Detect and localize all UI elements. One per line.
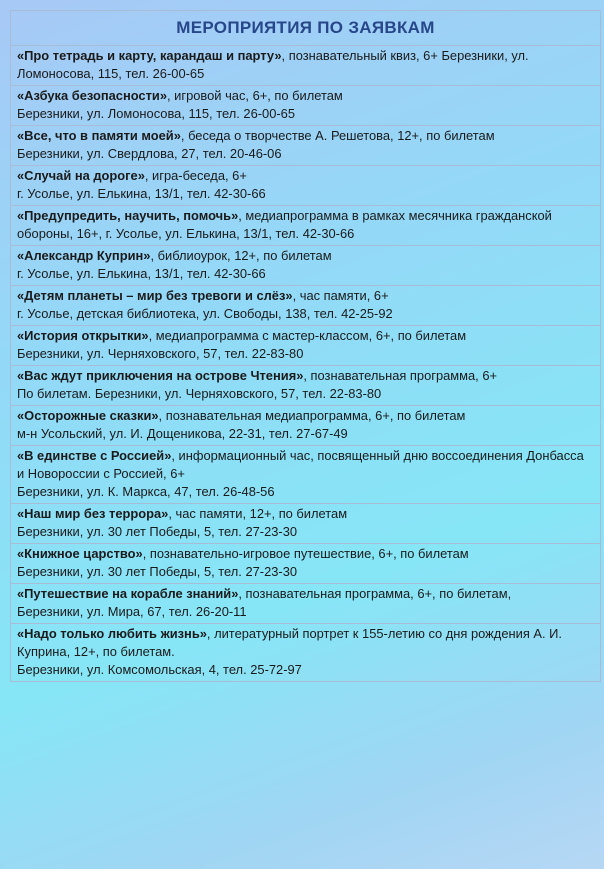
event-item: [11, 624, 600, 681]
event-title: «Про тетрадь и карту, карандаш и парту»: [17, 48, 282, 63]
event-address: Березники, ул. Ломоносова, 115, тел. 26-00-65: [17, 106, 296, 121]
event-title: «В единстве с Россией»: [17, 448, 172, 463]
event-title: «Надо только любить жизнь»: [17, 626, 207, 641]
event-item: [11, 504, 600, 544]
event-address: По билетам. Березники, ул. Черняховского, 57, тел. 22-83-80: [17, 386, 382, 401]
event-item: [11, 126, 600, 166]
event-address: г. Усолье, ул. Елькина, 13/1, тел. 42-30-66: [17, 186, 266, 201]
event-item: [11, 246, 600, 286]
event-description: , литературный портрет к 155-летию со дня рождения А. И. Куприна, 12+, по билетам.: [17, 626, 562, 659]
event-description: , час памяти, 12+, по билетам: [168, 506, 348, 521]
event-description: , медиапрограмма в рамках месячника гражданской обороны, 16+, г. Усолье, ул. Елькина, 13/1, тел. 42-30-66: [17, 208, 552, 241]
event-address: Березники, ул. 30 лет Победы, 5, тел. 27-23-30: [17, 564, 298, 579]
event-title: «Все, что в памяти моей»: [17, 128, 181, 143]
event-title: «Наш мир без террора»: [17, 506, 169, 521]
event-item: [11, 584, 600, 624]
event-description: , познавательная программа, 6+: [303, 368, 498, 383]
event-description: , игровой час, 6+, по билетам: [167, 88, 343, 103]
event-item: [11, 286, 600, 326]
event-item: [11, 166, 600, 206]
event-description: , познавательный квиз, 6+ Березники, ул. Ломоносова, 115, тел. 26-00-65: [17, 48, 529, 81]
event-address: Березники, ул. Мира, 67, тел. 26-20-11: [17, 604, 247, 619]
events-table: [10, 10, 601, 682]
event-address: г. Усолье, ул. Елькина, 13/1, тел. 42-30-66: [17, 266, 266, 281]
event-title: «История открытки»: [17, 328, 149, 343]
event-title: «Предупредить, научить, помочь»: [17, 208, 239, 223]
event-address: Березники, ул. Свердлова, 27, тел. 20-46-06: [17, 146, 282, 161]
event-item: [11, 406, 600, 446]
event-description: , час памяти, 6+: [292, 288, 389, 303]
event-address: Березники, ул. К. Маркса, 47, тел. 26-48-56: [17, 484, 275, 499]
event-item: [11, 366, 600, 406]
event-description: , беседа о творчестве А. Решетова, 12+, по билетам: [180, 128, 495, 143]
event-item: [11, 326, 600, 366]
event-title: «Александр Куприн»: [17, 248, 151, 263]
event-item: [11, 46, 600, 86]
event-description: , информационный час, посвященный дню воссоединения Донбасса и Новороссии с Россией, 6+: [17, 448, 584, 481]
page-title: МЕРОПРИЯТИЯ ПО ЗАЯВКАМ: [11, 11, 600, 46]
event-description: , медиапрограмма с мастер-классом, 6+, по билетам: [148, 328, 467, 343]
event-title: «Осторожные сказки»: [17, 408, 159, 423]
event-title: «Азбука безопасности»: [17, 88, 168, 103]
event-address: г. Усолье, детская библиотека, ул. Свободы, 138, тел. 42-25-92: [17, 306, 393, 321]
event-description: , библиоурок, 12+, по билетам: [150, 248, 332, 263]
event-address: Березники, ул. Черняховского, 57, тел. 22-83-80: [17, 346, 304, 361]
event-description: , познавательная программа, 6+, по билетам,: [238, 586, 512, 601]
event-item: [11, 206, 600, 246]
event-item: [11, 446, 600, 504]
event-item: [11, 544, 600, 584]
event-description: , познавательная медиапрограмма, 6+, по билетам: [158, 408, 466, 423]
event-description: , игра-беседа, 6+: [144, 168, 247, 183]
event-address: Березники, ул. 30 лет Победы, 5, тел. 27-23-30: [17, 524, 298, 539]
event-address: Березники, ул. Комсомольская, 4, тел. 25-72-97: [17, 662, 302, 677]
event-description: , познавательно-игровое путешествие, 6+, по билетам: [142, 546, 469, 561]
event-title: «Книжное царство»: [17, 546, 143, 561]
event-title: «Детям планеты – мир без тревоги и слёз»: [17, 288, 293, 303]
event-title: «Вас ждут приключения на острове Чтения»: [17, 368, 304, 383]
event-title: «Путешествие на корабле знаний»: [17, 586, 239, 601]
event-item: [11, 86, 600, 126]
event-address: м-н Усольский, ул. И. Дощеникова, 22-31, тел. 27-67-49: [17, 426, 348, 441]
event-title: «Случай на дороге»: [17, 168, 145, 183]
